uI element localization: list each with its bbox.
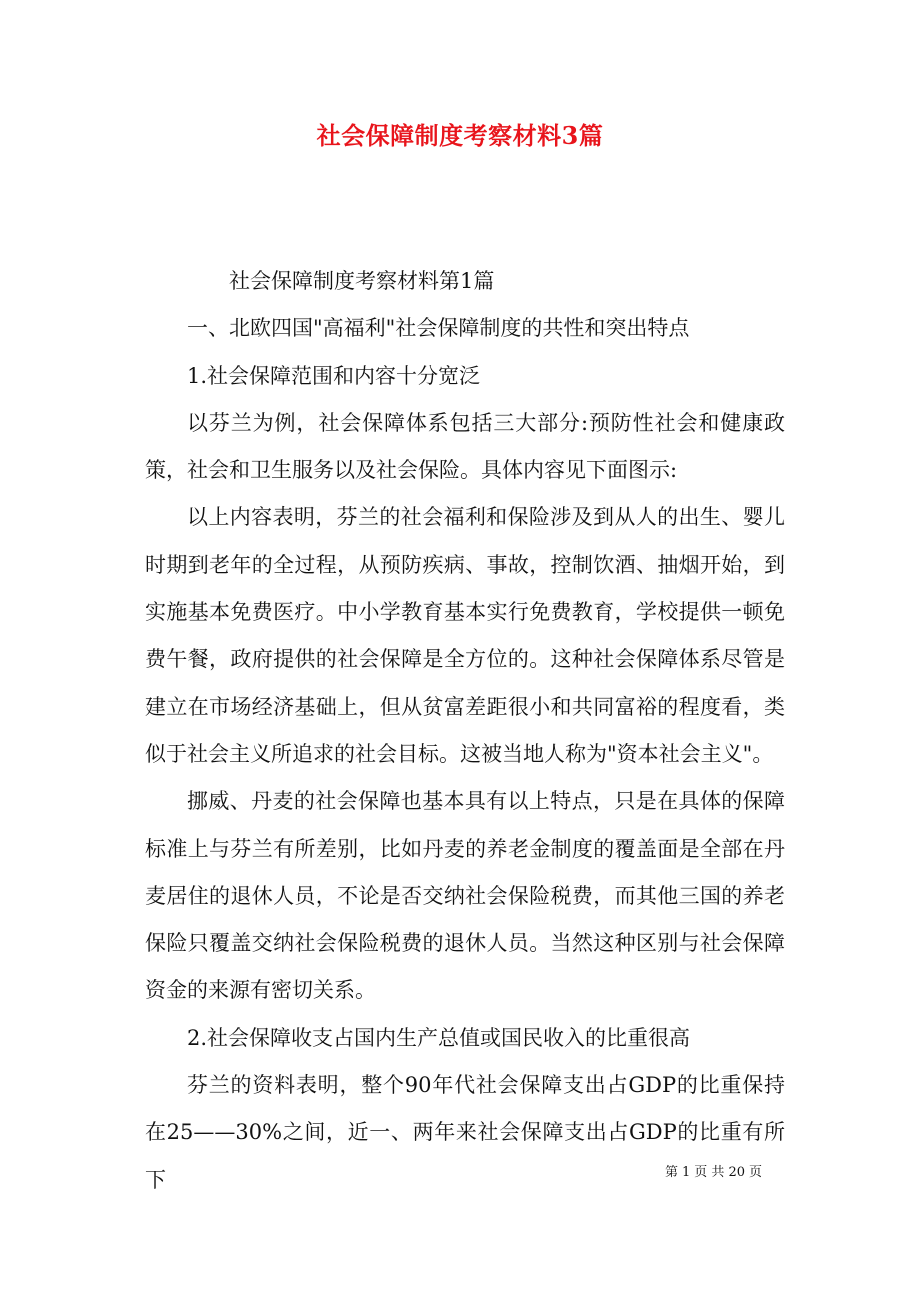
paragraph-finland-welfare: 以上内容表明，芬兰的社会福利和保险涉及到从人的出生、婴儿时期到老年的全过程，从预防疾病、事故，控制饮酒、抽烟开始，到实施基本免费医疗。中小学教育基本实行免费教育，学校提供一顿免费午餐，政府提供的社会保障是全方位的。这种社会保障体系尽管是建立在市场经济基础上，但从贫富差距很小和共同富裕的程度看，类似于社会主义所追求的社会目标。这被当地人称为"资本社会主义"。 xyxy=(145,505,785,766)
page-title: 社会保障制度考察材料3篇 xyxy=(316,121,604,150)
footer-page-number: 1 xyxy=(682,1165,691,1180)
footer-total-pages: 20 xyxy=(728,1165,745,1180)
heading-point-one: 1.社会保障范围和内容十分宽泛 xyxy=(187,363,481,388)
footer-mid: 页 共 xyxy=(694,1165,725,1180)
paragraph-finland-system: 以芬兰为例，社会保障体系包括三大部分:预防性社会和健康政策，社会和卫生服务以及社会保险。具体内容见下面图示: xyxy=(145,410,785,483)
page-footer xyxy=(665,1163,766,1183)
footer-prefix: 第 xyxy=(665,1165,679,1180)
paragraph-norway-denmark: 挪威、丹麦的社会保障也基本具有以上特点，只是在具体的保障标准上与芬兰有所差别，比如丹麦的养老金制度的覆盖面是全部在丹麦居住的退休人员，不论是否交纳社会保险税费，而其他三国的养老保险只覆盖交纳社会保险税费的退休人员。当然这种区别与社会保障资金的来源有密切关系。 xyxy=(145,789,785,1003)
footer-suffix: 页 xyxy=(748,1165,762,1180)
section-subtitle: 社会保障制度考察材料第1篇 xyxy=(229,269,495,293)
document-body xyxy=(145,258,785,1204)
heading-point-two: 2.社会保障收支占国内生产总值或国民收入的比重很高 xyxy=(187,1025,691,1050)
heading-part-one: 一、北欧四国"高福利"社会保障制度的共性和突出特点 xyxy=(187,316,690,341)
paragraph-finland-gdp: 芬兰的资料表明，整个90年代社会保障支出占GDP的比重保持在25——30%之间，近一、两年来社会保障支出占GDP的比重有所下 xyxy=(145,1073,785,1192)
